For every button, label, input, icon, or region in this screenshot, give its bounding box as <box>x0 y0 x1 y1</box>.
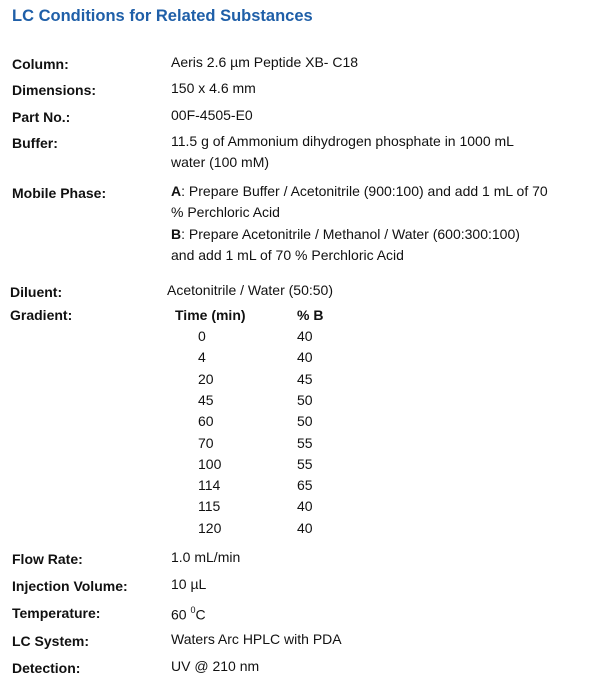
gradient-percent-b-cell: 40 <box>297 519 313 536</box>
temperature-value <box>171 601 206 626</box>
buffer-value-line1: 11.5 g of Ammonium dihydrogen phosphate in 1000 mL <box>171 133 514 149</box>
mobile-phase-a-text: : Prepare Buffer / Acetonitrile (900:100) and add 1 mL of 70 <box>181 183 548 199</box>
gradient-percent-b-cell: 50 <box>297 391 313 408</box>
temperature-degree: 0 <box>190 605 196 615</box>
mobile-phase-a-line1 <box>171 181 548 202</box>
column-value: Aeris 2.6 µm Peptide XB- C18 <box>171 54 359 70</box>
dimensions-value: 150 x 4.6 mm <box>171 80 256 96</box>
gradient-time-cell: 60 <box>198 413 214 430</box>
temperature-label: Temperature: <box>12 605 101 621</box>
page-title: LC Conditions for Related Substances <box>12 7 313 25</box>
buffer-value-line2: water (100 mM) <box>171 154 270 170</box>
mobile-phase-label: Mobile Phase: <box>12 185 107 201</box>
mobile-phase-a-line2: % Perchloric Acid <box>171 204 280 220</box>
part-no-label: Part No.: <box>12 109 71 125</box>
gradient-percent-b-cell: 50 <box>297 413 313 430</box>
temperature-number: 60 <box>171 606 187 623</box>
mobile-phase-b-line2: and add 1 mL of 70 % Perchloric Acid <box>171 247 404 263</box>
column-label: Column: <box>12 56 69 72</box>
detection-label: Detection: <box>12 660 81 676</box>
gradient-time-cell: 70 <box>198 434 214 451</box>
injection-volume-label: Injection Volume: <box>12 578 128 594</box>
gradient-label: Gradient: <box>10 307 73 323</box>
gradient-header-percent-b: % B <box>297 307 324 323</box>
gradient-time-cell: 100 <box>198 455 222 472</box>
mobile-phase-b-line1 <box>171 224 520 245</box>
temperature-unit: C <box>195 606 206 623</box>
gradient-time-cell: 114 <box>198 477 221 494</box>
diluent-label: Diluent: <box>10 284 63 300</box>
flow-rate-label: Flow Rate: <box>12 551 83 567</box>
lc-system-label: LC System: <box>12 633 90 649</box>
gradient-time-cell: 120 <box>198 519 222 536</box>
gradient-time-cell: 20 <box>198 370 214 387</box>
diluent-value: Acetonitrile / Water (50:50) <box>167 282 333 298</box>
lc-system-value: Waters Arc HPLC with PDA <box>171 631 342 647</box>
gradient-percent-b-cell: 40 <box>297 328 313 344</box>
mobile-phase-b-text: : Prepare Acetonitrile / Methanol / Water (600:300:100) <box>181 226 520 242</box>
gradient-time-cell: 4 <box>198 349 206 366</box>
buffer-label: Buffer: <box>12 135 58 151</box>
injection-volume-value: 10 µL <box>171 576 207 592</box>
dimensions-label: Dimensions: <box>12 82 97 98</box>
gradient-percent-b-cell: 65 <box>297 477 313 494</box>
gradient-percent-b-cell: 55 <box>297 434 313 451</box>
gradient-percent-b-cell: 40 <box>297 498 313 515</box>
flow-rate-value: 1.0 mL/min <box>171 549 241 565</box>
gradient-percent-b-cell: 40 <box>297 349 313 366</box>
gradient-header-time: Time (min) <box>175 307 246 323</box>
gradient-percent-b-cell: 55 <box>297 455 313 472</box>
gradient-time-cell: 115 <box>198 498 221 515</box>
gradient-time-cell: 0 <box>198 328 206 344</box>
part-no-value: 00F-4505-E0 <box>171 107 253 123</box>
mobile-phase-a-key: A <box>171 183 182 199</box>
detection-value: UV @ 210 nm <box>171 658 260 674</box>
gradient-time-cell: 45 <box>198 391 214 408</box>
gradient-percent-b-cell: 45 <box>297 370 313 387</box>
mobile-phase-b-key: B <box>171 226 182 242</box>
